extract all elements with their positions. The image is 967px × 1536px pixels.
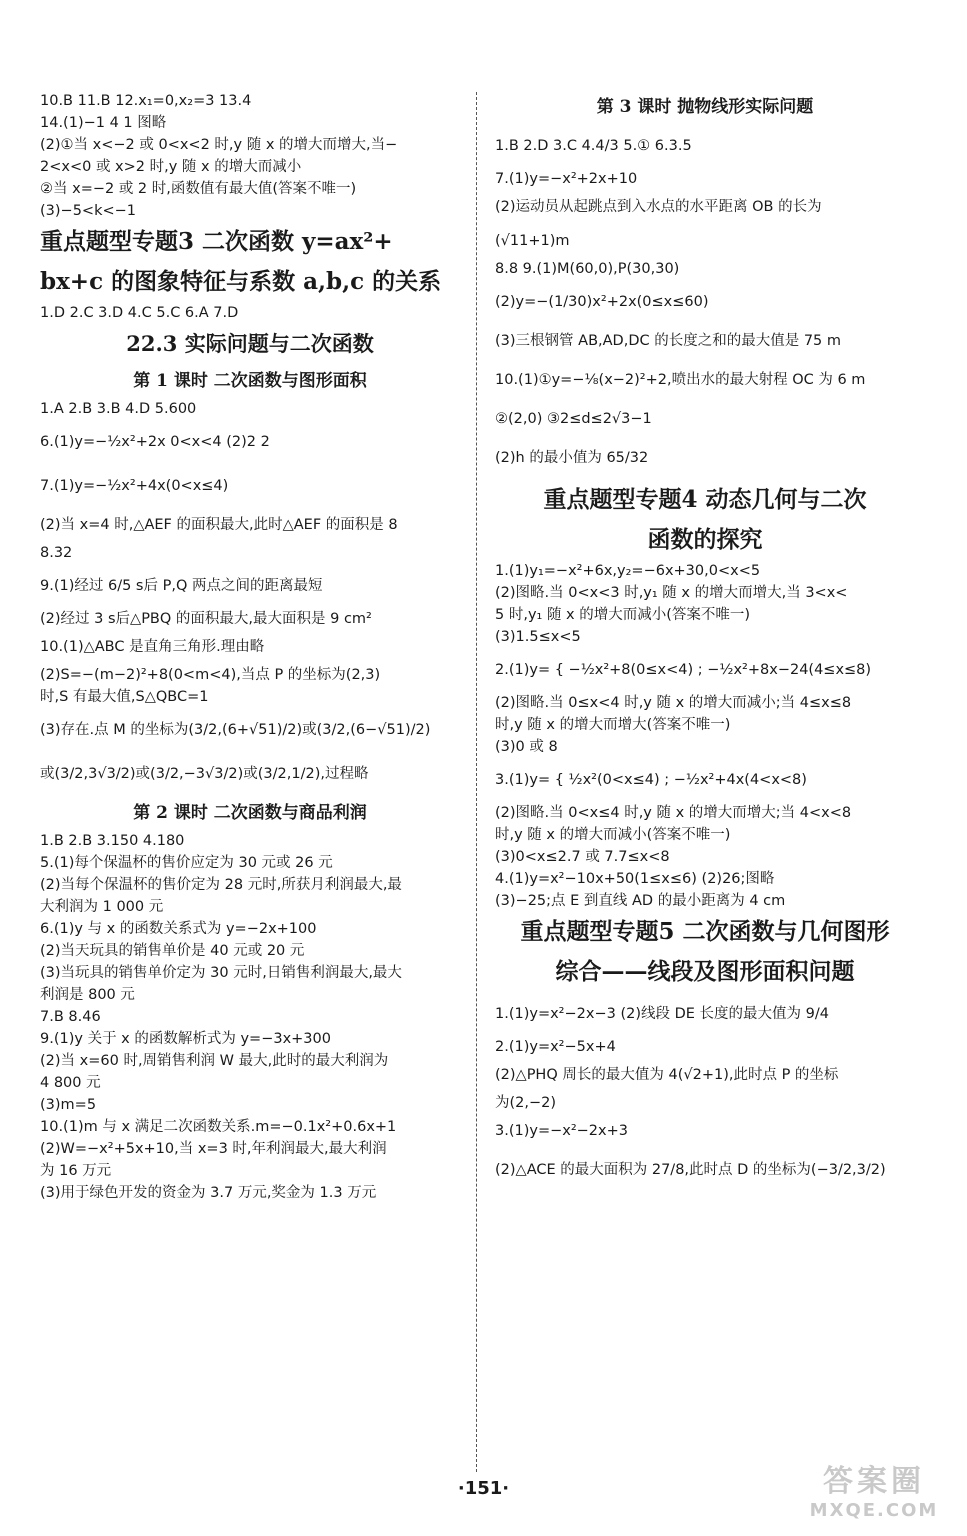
answer-line: (2)h 的最小值为 65/32 [495, 450, 649, 466]
column-divider [476, 92, 477, 1472]
answer-line: (2)当 x=4 时,△AEF 的面积最大,此时△AEF 的面积是 8 [40, 517, 398, 533]
section-heading: 22.3 实际问题与二次函数 [126, 331, 374, 356]
watermark-logo [789, 1458, 959, 1528]
answer-line: 2<x<0 或 x>2 时,y 随 x 的增大而减小 [40, 159, 302, 175]
answer-line: (3)当玩具的销售单价定为 30 元时,日销售利润最大,最大 [40, 965, 402, 981]
answer-line: 时,y 随 x 的增大而增大(答案不唯一) [495, 717, 731, 733]
answer-line: 10.(1)△ABC 是直角三角形.理由略 [40, 639, 265, 655]
answer-line: 利润是 800 元 [40, 987, 135, 1003]
answer-line: (3)用于绿色开发的资金为 3.7 万元,奖金为 1.3 万元 [40, 1185, 377, 1201]
answer-line: 8.8 9.(1)M(60,0),P(30,30) [495, 261, 680, 277]
answer-line: 8.32 [40, 545, 73, 561]
answer-line: 1.(1)y₁=−x²+6x,y₂=−6x+30,0<x<5 [495, 563, 761, 579]
answer-line: (2)图略.当 0<x≤4 时,y 随 x 的增大而增大;当 4<x<8 [495, 805, 852, 821]
answer-line: 1.B 2.D 3.C 4.4/3 5.① 6.3.5 [495, 138, 692, 154]
page-number: ·151· [457, 1478, 510, 1499]
answer-line: (3)−5<k<−1 [40, 203, 136, 219]
answer-line: 时,y 随 x 的增大而减小(答案不唯一) [495, 827, 731, 843]
lesson-heading: 第 1 课时 二次函数与图形面积 [133, 371, 367, 391]
answer-line: 7.B 8.46 [40, 1009, 101, 1025]
answer-line: 3.(1)y= { ½x²(0<x≤4) ; −½x²+4x(4<x<8) [495, 772, 807, 788]
answer-line: 10.(1)m 与 x 满足二次函数关系.m=−0.1x²+0.6x+1 [40, 1119, 397, 1135]
answer-line: 为(2,−2) [495, 1095, 557, 1111]
answer-line: (2)图略.当 0≤x<4 时,y 随 x 的增大而减小;当 4≤x≤8 [495, 695, 852, 711]
answer-line: (2)当每个保温杯的售价定为 28 元时,所获月利润最大,最 [40, 877, 402, 893]
answer-line: 1.B 2.B 3.150 4.180 [40, 833, 185, 849]
answer-line: (2)y=−(1/30)x²+2x(0≤x≤60) [495, 294, 709, 310]
answer-line: 大利润为 1 000 元 [40, 899, 164, 915]
answer-line: (3)0<x≤2.7 或 7.7≤x<8 [495, 849, 670, 865]
answer-line: 或(3/2,3√3/2)或(3/2,−3√3/2)或(3/2,1/2),过程略 [40, 766, 369, 782]
answer-line: (2)△PHQ 周长的最大值为 4(√2+1),此时点 P 的坐标 [495, 1067, 839, 1083]
answer-line: (3)1.5≤x<5 [495, 629, 581, 645]
topic-heading: 综合——线段及图形面积问题 [555, 958, 855, 985]
answer-line: 2.(1)y=x²−5x+4 [495, 1039, 616, 1055]
answer-line: (3)三根钢管 AB,AD,DC 的长度之和的最大值是 75 m [495, 333, 842, 349]
watermark-top: 答案圈 [823, 1464, 925, 1499]
answer-line: (2)当天玩具的销售单价是 40 元或 20 元 [40, 943, 305, 959]
answer-line: 5.(1)每个保温杯的售价应定为 30 元或 26 元 [40, 855, 333, 871]
answer-line: (2)①当 x<−2 或 0<x<2 时,y 随 x 的增大而增大,当− [40, 137, 398, 153]
answer-line: 为 16 万元 [40, 1163, 112, 1179]
answer-line: (3)0 或 8 [495, 739, 558, 755]
answer-line: (2)运动员从起跳点到入水点的水平距离 OB 的长为 [495, 199, 822, 215]
answer-line: 4 800 元 [40, 1075, 101, 1091]
topic-heading: 重点题型专题5 二次函数与几何图形 [520, 918, 890, 945]
topic-heading: bx+c 的图象特征与系数 a,b,c 的关系 [40, 268, 442, 295]
answer-line: 3.(1)y=−x²−2x+3 [495, 1123, 628, 1139]
answer-line: 2.(1)y= { −½x²+8(0≤x<4) ; −½x²+8x−24(4≤x≤8) [495, 662, 872, 678]
answer-line: 14.(1)−1 4 1 图略 [40, 115, 167, 131]
answer-line: ②(2,0) ③2≤d≤2√3−1 [495, 411, 652, 427]
answer-line: 5 时,y₁ 随 x 的增大而减小(答案不唯一) [495, 607, 751, 623]
answer-line: (√11+1)m [495, 233, 570, 249]
answer-line: (3)m=5 [40, 1097, 97, 1113]
lesson-heading: 第 3 课时 抛物线形实际问题 [596, 97, 814, 117]
answer-line: 10.B 11.B 12.x₁=0,x₂=3 13.4 [40, 93, 252, 109]
answer-line: 9.(1)经过 6/5 s后 P,Q 两点之间的距离最短 [40, 578, 323, 594]
answer-line: 1.(1)y=x²−2x−3 (2)线段 DE 长度的最大值为 9/4 [495, 1006, 829, 1022]
answer-line: 6.(1)y=−½x²+2x 0<x<4 (2)2 2 [40, 434, 270, 450]
left-column [40, 90, 460, 1204]
answer-line: 1.D 2.C 3.D 4.C 5.C 6.A 7.D [40, 305, 239, 321]
answer-line: 10.(1)①y=−⅛(x−2)²+2,喷出水的最大射程 OC 为 6 m [495, 372, 866, 388]
answer-line: (2)经过 3 s后△PBQ 的面积最大,最大面积是 9 cm² [40, 611, 372, 627]
topic-heading: 重点题型专题4 动态几何与二次 [543, 486, 867, 513]
right-column [495, 90, 915, 1192]
answer-line: (2)当 x=60 时,周销售利润 W 最大,此时的最大利润为 [40, 1053, 389, 1069]
answer-line: 4.(1)y=x²−10x+50(1≤x≤6) (2)26;图略 [495, 871, 775, 887]
answer-line: 1.A 2.B 3.B 4.D 5.600 [40, 401, 197, 417]
watermark-bottom: MXQE.COM [809, 1500, 939, 1521]
answer-line: ②当 x=−2 或 2 时,函数值有最大值(答案不唯一) [40, 181, 357, 197]
answer-line: (2)图略.当 0<x<3 时,y₁ 随 x 的增大而增大,当 3<x< [495, 585, 848, 601]
lesson-heading: 第 2 课时 二次函数与商品利润 [133, 803, 367, 823]
answer-line: (2)S=−(m−2)²+8(0<m<4),当点 P 的坐标为(2,3) [40, 667, 381, 683]
answer-line: (3)存在.点 M 的坐标为(3/2,(6+√51)/2)或(3/2,(6−√51)/2) [40, 722, 431, 738]
answer-line: 9.(1)y 关于 x 的函数解析式为 y=−3x+300 [40, 1031, 331, 1047]
topic-heading: 重点题型专题3 二次函数 y=ax²+ [40, 228, 393, 255]
answer-line: (2)W=−x²+5x+10,当 x=3 时,年利润最大,最大利润 [40, 1141, 387, 1157]
answer-line: 7.(1)y=−½x²+4x(0<x≤4) [40, 478, 229, 494]
answer-line: 6.(1)y 与 x 的函数关系式为 y=−2x+100 [40, 921, 317, 937]
answer-line: (3)−25;点 E 到直线 AD 的最小距离为 4 cm [495, 893, 786, 909]
answer-line: 时,S 有最大值,S△QBC=1 [40, 689, 209, 705]
topic-heading: 函数的探究 [647, 526, 763, 553]
answer-line: 7.(1)y=−x²+2x+10 [495, 171, 638, 187]
answer-line: (2)△ACE 的最大面积为 27/8,此时点 D 的坐标为(−3/2,3/2) [495, 1162, 886, 1178]
